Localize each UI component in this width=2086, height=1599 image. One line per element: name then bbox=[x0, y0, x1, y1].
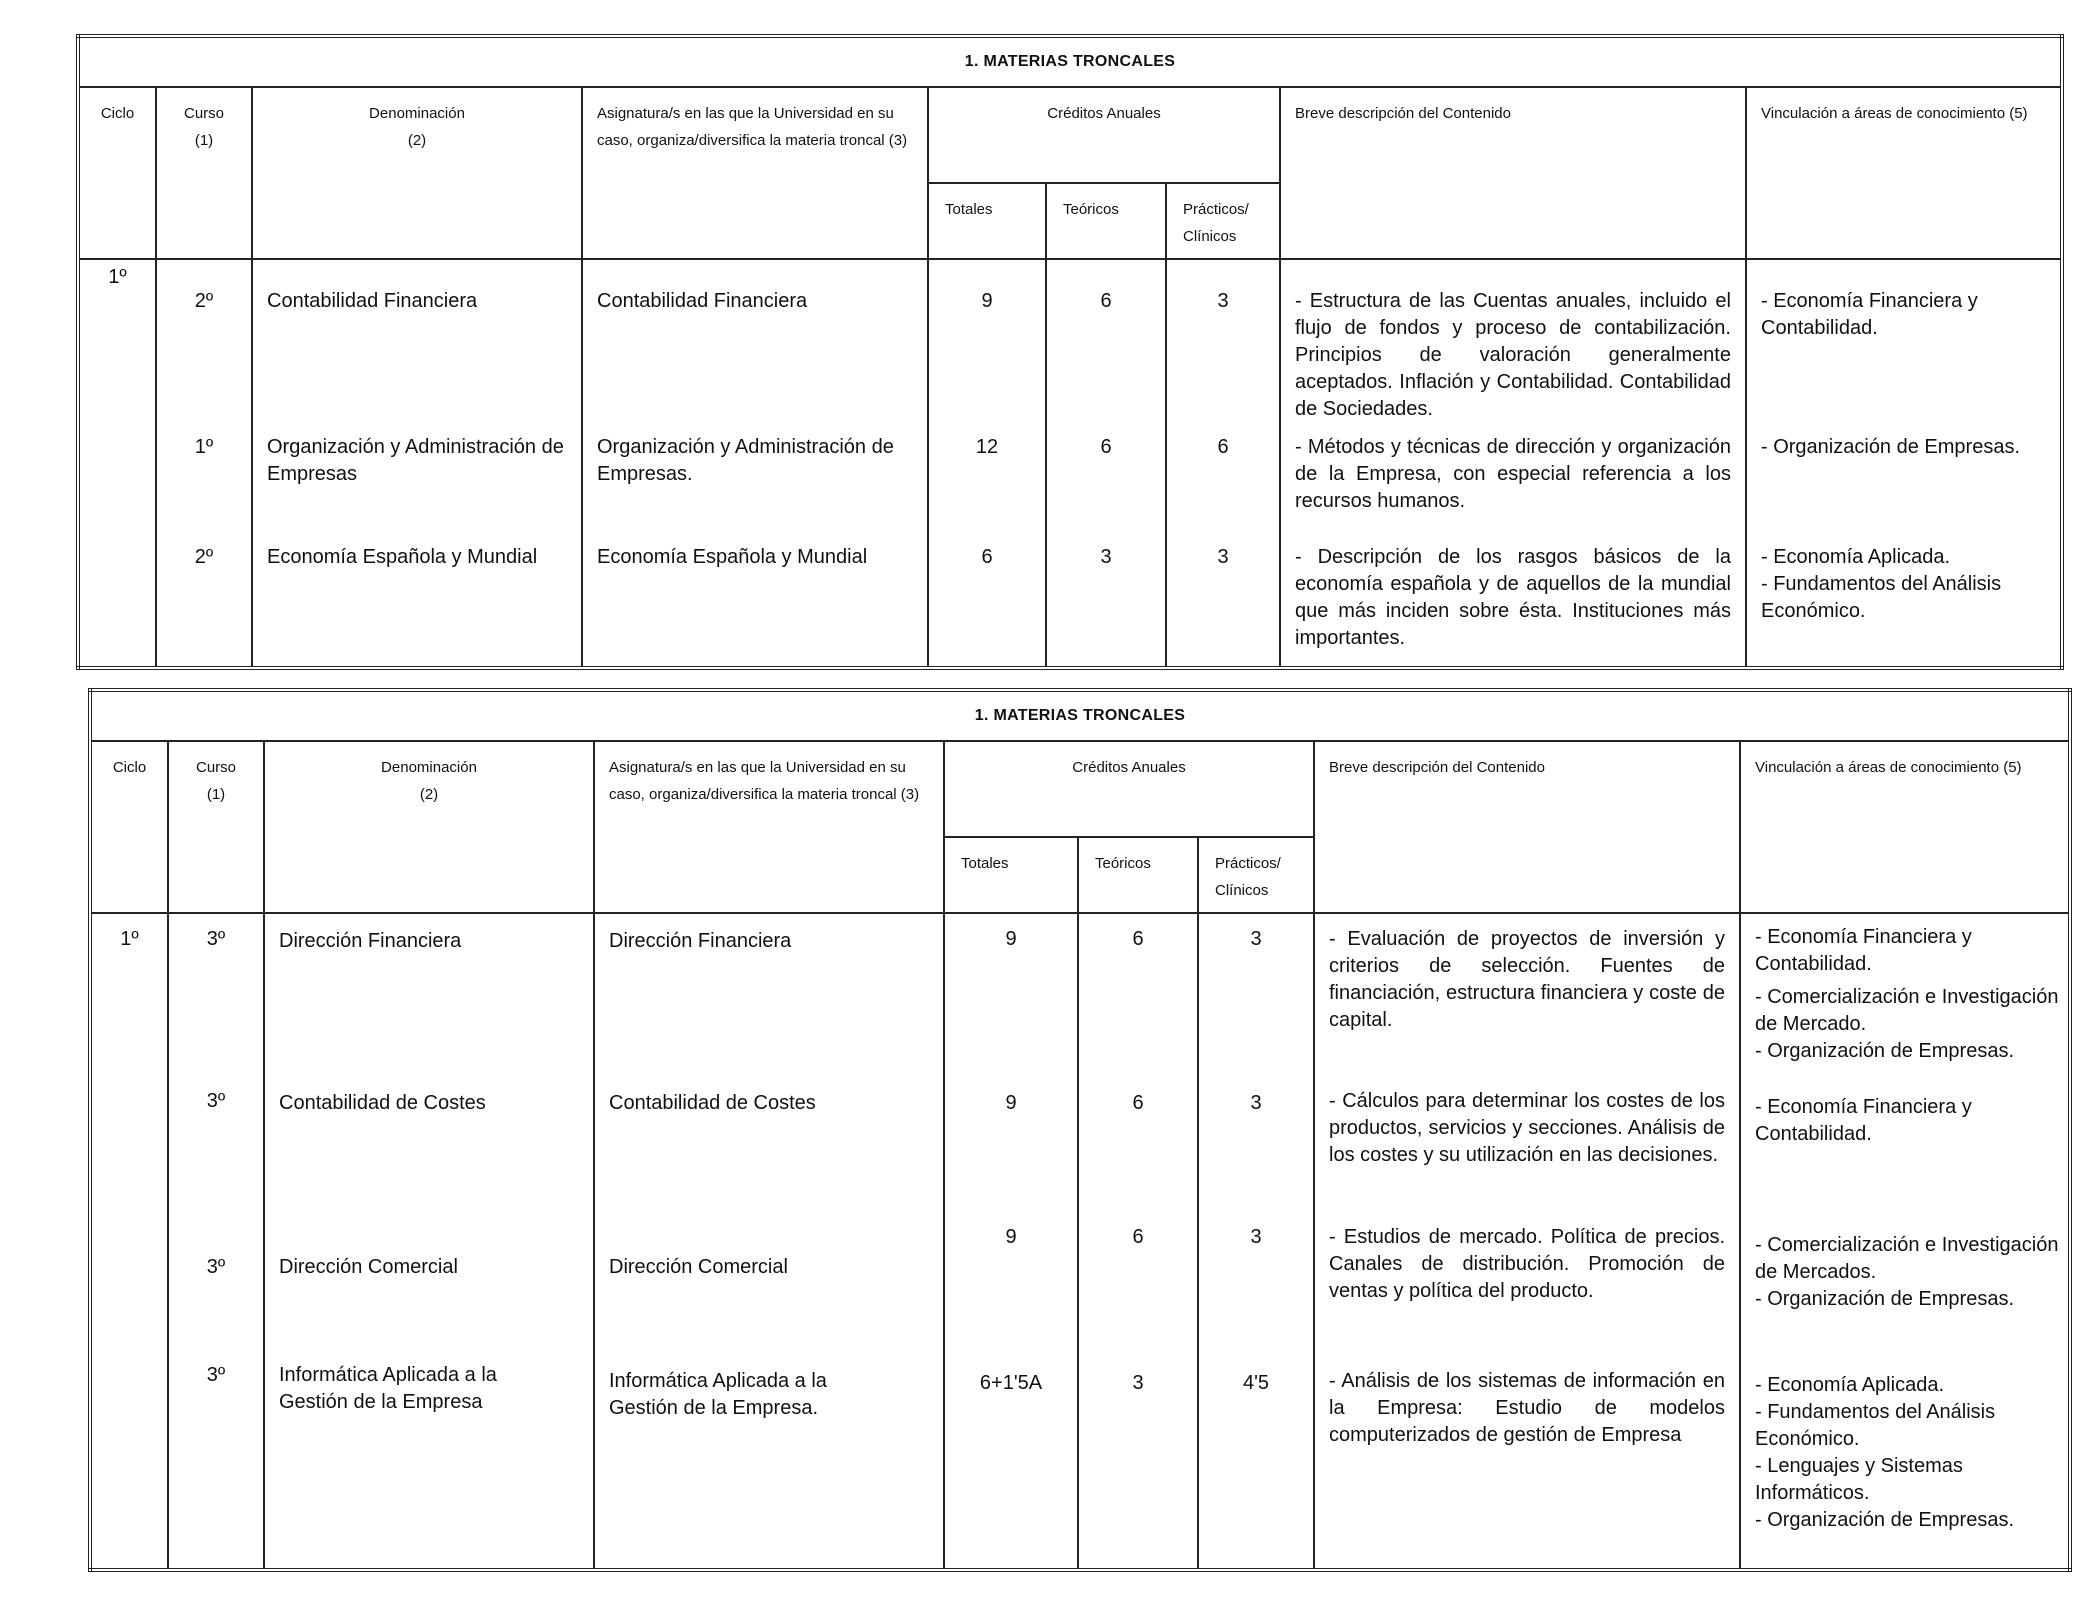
areas-list bbox=[1755, 1372, 2060, 1534]
header-creditos: Créditos Anuales bbox=[928, 87, 1280, 183]
header-curso-note: (1) bbox=[194, 132, 214, 149]
curso-column bbox=[168, 913, 264, 1570]
areas-list bbox=[1755, 1232, 2060, 1313]
areas-list bbox=[1755, 924, 2060, 1065]
totales-value: 9 bbox=[1005, 1226, 1017, 1248]
area-item: - Fundamentos del Análisis Económico. bbox=[1761, 573, 2002, 622]
table-title: 1. MATERIAS TRONCALES bbox=[90, 690, 2070, 741]
totales-value: 9 bbox=[1005, 1092, 1017, 1114]
header-totales: Totales bbox=[928, 183, 1046, 259]
asignatura-value: Dirección Financiera bbox=[609, 930, 792, 952]
materias-troncales-table-2 bbox=[88, 688, 2072, 1572]
totales-value: 9 bbox=[981, 290, 993, 312]
area-item: - Comercialización e Investigación de Mercados. bbox=[1755, 1234, 2059, 1283]
header-ciclo: Ciclo bbox=[90, 741, 168, 913]
denominacion-value: Informática Aplicada a la Gestión de la Empresa bbox=[279, 1364, 497, 1413]
denominacion-value: Economía Española y Mundial bbox=[267, 546, 538, 568]
areas-list bbox=[1761, 544, 2052, 625]
header-practicos: Prácticos/ Clínicos bbox=[1166, 183, 1280, 259]
practicos-value: 6 bbox=[1217, 436, 1229, 458]
header-denominacion-label: Denominación bbox=[381, 759, 477, 776]
header-asignatura: Asignatura/s en las que la Universidad en su caso, organiza/diversifica la materia troncal (3) bbox=[582, 87, 928, 259]
header-curso bbox=[156, 87, 252, 259]
header-vinculacion: Vinculación a áreas de conocimiento (5) bbox=[1746, 87, 2062, 259]
ciclo-value: 1º bbox=[120, 928, 139, 950]
curso-value: 3º bbox=[206, 1256, 226, 1278]
descripcion-value: - Cálculos para determinar los costes de los productos, servicios y secciones. Análisis de los costes y su utilización en las decisiones. bbox=[1329, 1090, 1725, 1166]
area-item: - Economía Aplicada. bbox=[1761, 546, 1950, 568]
denominacion-value: Organización y Administración de Empresas bbox=[267, 436, 564, 485]
header-descripcion: Breve descripción del Contenido bbox=[1314, 741, 1740, 913]
curso-column bbox=[156, 259, 252, 668]
teoricos-value: 6 bbox=[1132, 928, 1144, 950]
curso-value: 3º bbox=[206, 1364, 226, 1386]
practicos-value: 3 bbox=[1217, 290, 1229, 312]
teoricos-value: 6 bbox=[1132, 1226, 1144, 1248]
header-curso-note: (1) bbox=[206, 786, 226, 803]
area-item: - Organización de Empresas. bbox=[1755, 1509, 2015, 1531]
asignatura-column bbox=[582, 259, 928, 668]
teoricos-column bbox=[1046, 259, 1166, 668]
header-teoricos: Teóricos bbox=[1078, 837, 1198, 913]
areas-list bbox=[1761, 288, 2052, 342]
teoricos-value: 6 bbox=[1100, 290, 1112, 312]
totales-column bbox=[944, 913, 1078, 1570]
curso-value: 3º bbox=[206, 1090, 226, 1112]
asignatura-value: Contabilidad de Costes bbox=[609, 1092, 816, 1114]
header-ciclo: Ciclo bbox=[78, 87, 156, 259]
areas-list bbox=[1755, 1094, 2060, 1148]
ciclo-cell bbox=[78, 259, 156, 668]
area-item: - Organización de Empresas. bbox=[1755, 1040, 2015, 1062]
descripcion-value: - Descripción de los rasgos básicos de la economía española y de aquellos de la mundial que más inciden sobre ésta. Instituciones más importantes. bbox=[1295, 546, 1731, 649]
descripcion-column bbox=[1314, 913, 1740, 1570]
practicos-value: 3 bbox=[1250, 1092, 1262, 1114]
teoricos-value: 3 bbox=[1100, 546, 1112, 568]
ciclo-cell bbox=[90, 913, 168, 1570]
practicos-value: 3 bbox=[1217, 546, 1229, 568]
denominacion-value: Contabilidad de Costes bbox=[279, 1092, 486, 1114]
descripcion-value: - Métodos y técnicas de dirección y organización de la Empresa, con especial referencia a los recursos humanos. bbox=[1295, 436, 1731, 512]
practicos-column bbox=[1166, 259, 1280, 668]
area-item: - Economía Financiera y Contabilidad. bbox=[1761, 290, 1978, 339]
teoricos-value: 6 bbox=[1132, 1092, 1144, 1114]
practicos-value: 3 bbox=[1250, 1226, 1262, 1248]
materias-troncales-table-1 bbox=[76, 34, 2064, 670]
header-vinculacion: Vinculación a áreas de conocimiento (5) bbox=[1740, 741, 2070, 913]
asignatura-value: Informática Aplicada a la Gestión de la Empresa. bbox=[609, 1370, 827, 1419]
teoricos-column bbox=[1078, 913, 1198, 1570]
practicos-value: 3 bbox=[1250, 928, 1262, 950]
header-curso bbox=[168, 741, 264, 913]
header-denominacion bbox=[252, 87, 582, 259]
totales-value: 9 bbox=[1005, 928, 1017, 950]
header-practicos: Prácticos/ Clínicos bbox=[1198, 837, 1314, 913]
header-totales: Totales bbox=[944, 837, 1078, 913]
practicos-column bbox=[1198, 913, 1314, 1570]
vinculacion-column bbox=[1740, 913, 2070, 1570]
area-item: - Lenguajes y Sistemas Informáticos. bbox=[1755, 1455, 1963, 1504]
header-creditos: Créditos Anuales bbox=[944, 741, 1314, 837]
descripcion-value: - Análisis de los sistemas de información en la Empresa: Estudio de modelos computerizados de gestión de Empresa bbox=[1329, 1370, 1725, 1446]
header-asignatura: Asignatura/s en las que la Universidad en su caso, organiza/diversifica la materia troncal (3) bbox=[594, 741, 944, 913]
totales-value: 6+1'5A bbox=[979, 1372, 1043, 1394]
curso-value: 1º bbox=[194, 436, 214, 458]
denominacion-value: Dirección Comercial bbox=[279, 1256, 458, 1278]
area-item: - Organización de Empresas. bbox=[1761, 436, 2021, 458]
area-item: - Economía Aplicada. bbox=[1755, 1374, 1944, 1396]
descripcion-value: - Evaluación de proyectos de inversión y criterios de selección. Fuentes de financiación, estructura financiera y coste de capital. bbox=[1329, 928, 1725, 1031]
curso-value: 3º bbox=[206, 928, 226, 950]
teoricos-value: 6 bbox=[1100, 436, 1112, 458]
areas-list bbox=[1761, 434, 2052, 461]
totales-column bbox=[928, 259, 1046, 668]
asignatura-value: Contabilidad Financiera bbox=[597, 290, 808, 312]
descripcion-value: - Estructura de las Cuentas anuales, incluido el flujo de fondos y proceso de contabilización. Principios de valoración generalmente aceptados. Inflación y Contabilidad. Contabilidad de Sociedades. bbox=[1295, 290, 1731, 420]
asignatura-value: Organización y Administración de Empresas. bbox=[597, 436, 894, 485]
denominacion-column bbox=[264, 913, 594, 1570]
curso-value: 2º bbox=[194, 290, 214, 312]
asignatura-value: Economía Española y Mundial bbox=[597, 546, 868, 568]
header-descripcion: Breve descripción del Contenido bbox=[1280, 87, 1746, 259]
asignatura-value: Dirección Comercial bbox=[609, 1256, 788, 1278]
totales-value: 6 bbox=[981, 546, 993, 568]
descripcion-column bbox=[1280, 259, 1746, 668]
header-denominacion-note: (2) bbox=[407, 132, 427, 149]
header-teoricos: Teóricos bbox=[1046, 183, 1166, 259]
area-item: - Comercialización e Investigación de Mercado. bbox=[1755, 986, 2059, 1035]
vinculacion-column bbox=[1746, 259, 2062, 668]
area-item: - Fundamentos del Análisis Económico. bbox=[1755, 1401, 1996, 1450]
area-item: - Economía Financiera y Contabilidad. bbox=[1755, 1096, 1972, 1145]
totales-value: 12 bbox=[975, 436, 999, 458]
denominacion-value: Contabilidad Financiera bbox=[267, 290, 478, 312]
area-item: - Economía Financiera y Contabilidad. bbox=[1755, 926, 1972, 975]
denominacion-value: Dirección Financiera bbox=[279, 930, 462, 952]
table-title: 1. MATERIAS TRONCALES bbox=[78, 36, 2062, 87]
teoricos-value: 3 bbox=[1132, 1372, 1144, 1394]
header-denominacion bbox=[264, 741, 594, 913]
header-denominacion-note: (2) bbox=[419, 786, 439, 803]
descripcion-value: - Estudios de mercado. Política de precios. Canales de distribución. Promoción de ventas y política del producto. bbox=[1329, 1226, 1725, 1302]
header-curso-label: Curso bbox=[195, 759, 236, 776]
header-curso-label: Curso bbox=[183, 105, 224, 122]
practicos-value: 4'5 bbox=[1242, 1372, 1270, 1394]
area-item: - Organización de Empresas. bbox=[1755, 1288, 2015, 1310]
asignatura-column bbox=[594, 913, 944, 1570]
ciclo-value: 1º bbox=[108, 266, 127, 288]
header-denominacion-label: Denominación bbox=[369, 105, 465, 122]
denominacion-column bbox=[252, 259, 582, 668]
curso-value: 2º bbox=[194, 546, 214, 568]
